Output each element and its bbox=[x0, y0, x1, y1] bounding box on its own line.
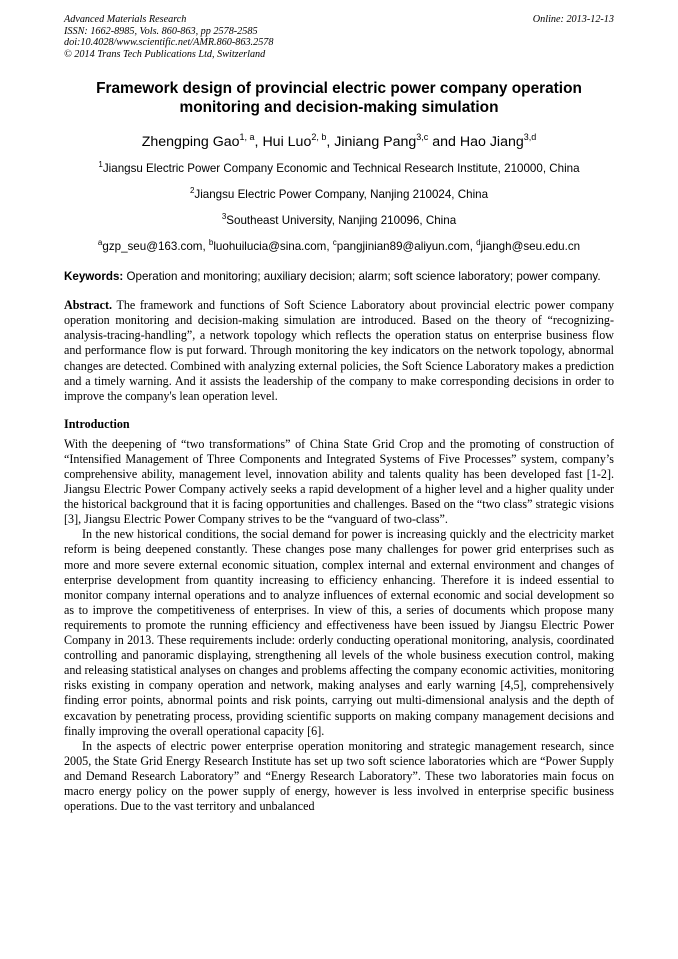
email-sup: d bbox=[476, 238, 481, 248]
abstract-label: Abstract. bbox=[64, 298, 113, 313]
email-separator: , bbox=[326, 240, 333, 254]
affiliation-text: Southeast University, Nanjing 210096, China bbox=[226, 214, 457, 228]
author-separator: and bbox=[428, 134, 460, 151]
journal-header bbox=[64, 14, 614, 60]
affiliation-sup: 1 bbox=[98, 160, 103, 170]
keywords-label: Keywords: bbox=[64, 270, 124, 284]
email-address: pangjinian89@aliyun.com bbox=[336, 240, 470, 254]
copyright-line: © 2014 Trans Tech Publications Ltd, Switzerland bbox=[64, 48, 266, 60]
email-separator: , bbox=[469, 240, 477, 254]
body-paragraph: In the aspects of electric power enterprise operation monitoring and strategic management research, since 2005, the State Grid Energy Research Institute has set up two soft science laboratories which are “Power Supply and Demand Research Laboratory” and “Energy Research Laboratory”. These two laboratories main focus on macro energy policy on the power supply of energy, however is less involved in enterprise specific business operations. Due to the vast territory and unbalanced bbox=[64, 738, 614, 814]
abstract-block bbox=[64, 298, 614, 404]
affiliation-3 bbox=[64, 210, 614, 228]
keywords-text: Operation and monitoring; auxiliary decision; alarm; soft science laboratory; power company. bbox=[123, 270, 601, 284]
affiliation-text: Jiangsu Electric Power Company, Nanjing 210024, China bbox=[194, 188, 489, 202]
author-sup: 2, b bbox=[311, 132, 327, 143]
affiliation-1 bbox=[64, 158, 614, 176]
email-list bbox=[64, 236, 614, 254]
author-separator: , bbox=[254, 134, 263, 151]
body-paragraph: In the new historical conditions, the social demand for power is increasing quickly and the electricity market reform is being deepened constantly. These changes pose many challenges for power grid enterprises such as more and more severe external economic situation, complex internal and external environment and changes of enterprise development from quantity increasing to efficiency enhancing. Therefore it is indeed essential to monitor company internal operations and to analyze influences of external economic and social development so as to improve the competitiveness of enterprises. In view of this, a series of documents which propose many requirements to promote the running efficiency and effectiveness have been issued by Jiangsu Electric Power Company in 2013. These requirements include: orderly conducting operational monitoring, analysis, coordinated controlling and panoramic displaying, strengthening all levels of the whole business execution control, making and releasing statistical analyses on changes and problems affecting the company economic activities, monitoring risks existing in company operation and network, making analyses and early warning [4,5], comprehensively finding error points, abnormal points and risk points, carrying out multi-dimensional analysis and the depth of excavation by penetrating process, providing scientific supports on making company management decisions and finally improving the overall operational capacity [6]. bbox=[64, 527, 614, 738]
affiliation-sup: 3 bbox=[221, 212, 227, 222]
online-date: Online: 2013-12-13 bbox=[532, 14, 614, 25]
author-name: Hui Luo bbox=[262, 134, 312, 151]
author-name: Zhengping Gao bbox=[141, 134, 240, 151]
affiliation-2 bbox=[64, 184, 614, 202]
email-sup: a bbox=[97, 238, 103, 248]
email-address: gzp_seu@163.com bbox=[102, 240, 203, 254]
author-sup: 3,c bbox=[416, 132, 429, 143]
title-line-1: Framework design of provincial electric power company operation bbox=[96, 80, 582, 98]
email-sup: c bbox=[332, 238, 337, 248]
paper-title bbox=[64, 79, 614, 117]
author-list bbox=[64, 128, 614, 151]
keywords-block bbox=[64, 270, 614, 284]
doi-line: doi:10.4028/www.scientific.net/AMR.860-863.2578 bbox=[64, 37, 274, 49]
issn-line: ISSN: 1662-8985, Vols. 860-863, pp 2578-2585 bbox=[64, 25, 258, 37]
author-name: Hao Jiang bbox=[459, 134, 524, 151]
author-sup: 1, a bbox=[239, 132, 255, 143]
email-address: jiangh@seu.edu.cn bbox=[480, 240, 581, 254]
body-paragraph: With the deepening of “two transformations” of China State Grid Crop and the promoting of construction of “Intensified Management of Three Components and Integrated Systems of Five Processes” system, company’s comprehensive ability, management level, innovation ability and talents quality has been developed fast [1-2]. Jiangsu Electric Power Company actively seeks a rapid development of a higher level and a higher quality under the historical background that it is facing opportunities and challenges. Based on the “two class” strategic visions [3], Jiangsu Electric Power Company strives to be the “vanguard of two-class”. bbox=[64, 436, 614, 527]
email-sup: b bbox=[208, 238, 214, 248]
section-heading-introduction: Introduction bbox=[64, 416, 130, 431]
email-separator: , bbox=[202, 240, 209, 254]
title-line-2: monitoring and decision-making simulation bbox=[179, 99, 499, 117]
author-name: Jiniang Pang bbox=[334, 134, 417, 151]
abstract-text: The framework and functions of Soft Science Laboratory about provincial electric power company operation monitoring and decision-making simulation are introduced. Based on the theory of “recognizing-analysis-tracing-handling”, a network topology which reflects the operation status on enterprise business flow and performance flow is put forward. Through monitoring the key indicators on the network topology, abnormal changes are detected. Combined with analyzing external policies, the Soft Science Laboratory makes a prediction and a timely warning. And it assists the leadership of the company to make corresponding decisions in order to improve the company's lean operation level. bbox=[64, 298, 614, 403]
author-separator: , bbox=[326, 134, 335, 151]
email-address: luohuilucia@sina.com bbox=[213, 240, 327, 254]
journal-name: Advanced Materials Research bbox=[64, 14, 187, 25]
affiliation-text: Jiangsu Electric Power Company Economic and Technical Research Institute, 210000, China bbox=[102, 162, 580, 176]
affiliation-sup: 2 bbox=[189, 186, 195, 196]
author-sup: 3,d bbox=[523, 132, 537, 143]
